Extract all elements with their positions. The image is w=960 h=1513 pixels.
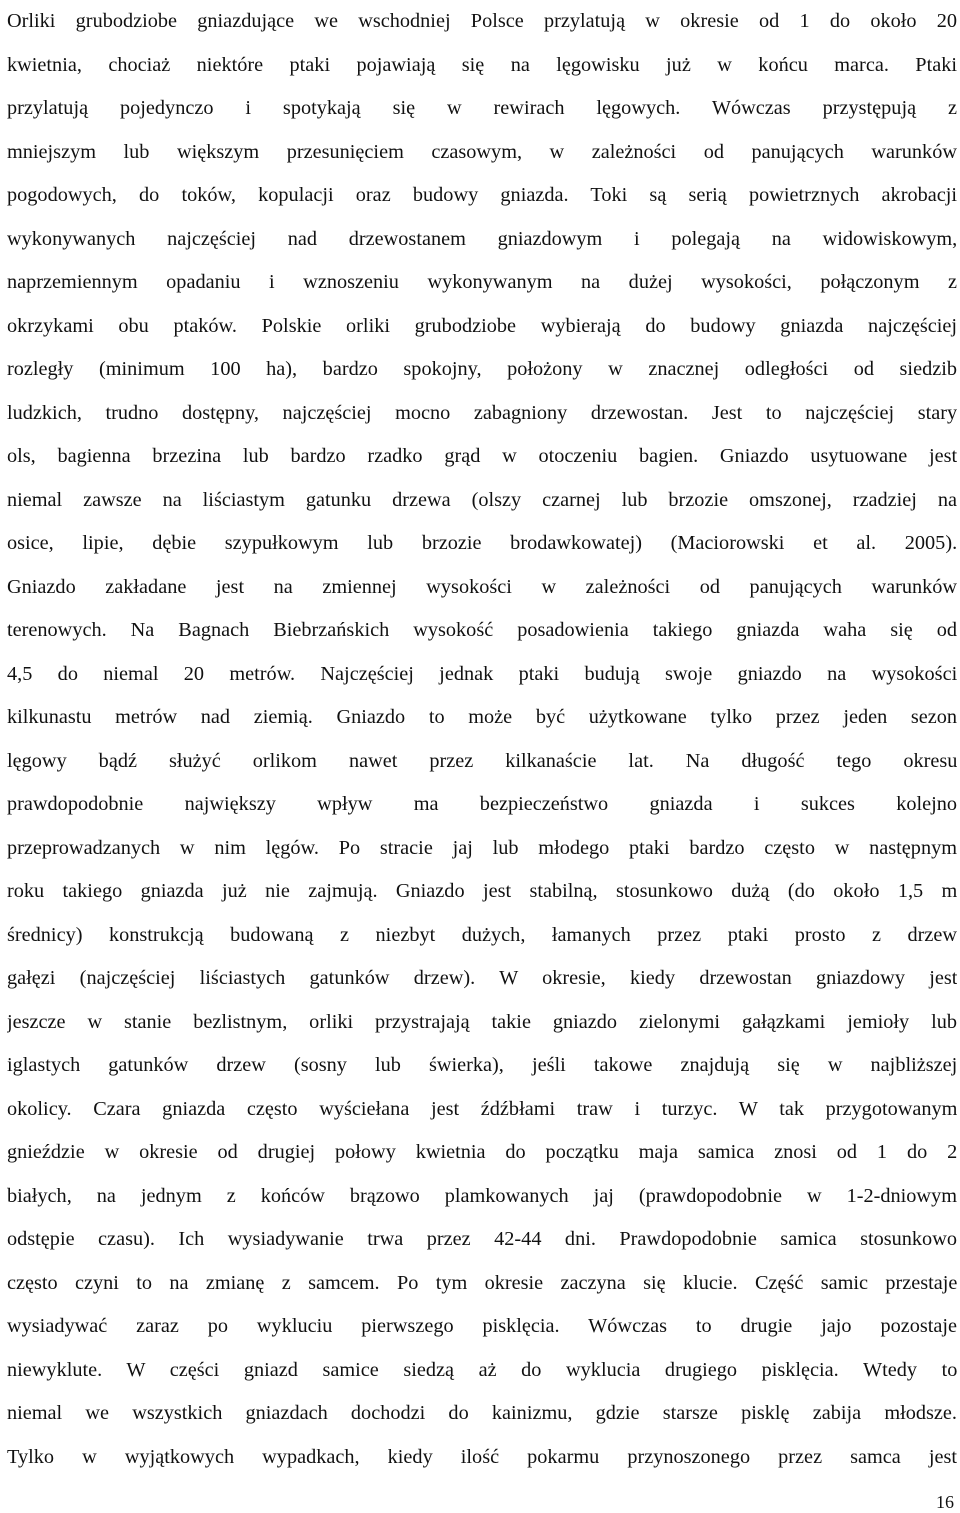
text-line: przylatują pojedynczo i spotykają się w rewirach lęgowych. Wówczas przystępują z [7,97,957,119]
text-line: wysiadywać zaraz po wykluciu pierwszego pisklęcia. Wówczas to drugie jajo pozostaje [7,1315,957,1337]
text-line: prawdopodobnie największy wpływ ma bezpieczeństwo gniazda i sukces kolejno [7,793,957,815]
body-paragraph [7,0,957,1479]
text-line: 4,5 do niemal 20 metrów. Najczęściej jednak ptaki budują swoje gniazdo na wysokości [7,662,957,685]
text-line: kilkunastu metrów nad ziemią. Gniazdo to może być użytkowane tylko przez jeden sezon [7,706,957,728]
text-line: naprzemiennym opadaniu i wznoszeniu wykonywanym na dużej wysokości, połączonym z [7,271,957,293]
text-line: roku takiego gniazda już nie zajmują. Gniazdo jest stabilną, stosunkowo dużą (do około 1,5 m [7,880,957,902]
text-line: osice, lipie, dębie szypułkowym lub brzozie brodawkowatej) (Maciorowski et al. 2005). [7,532,957,554]
text-line: rozległy (minimum 100 ha), bardzo spokojny, położony w znacznej odległości od siedzib [7,358,957,380]
text-line: często czyni to na zmianę z samcem. Po tym okresie zaczyna się klucie. Część samic przestaje [7,1271,957,1294]
text-line: gałęzi (najczęściej liściastych gatunków drzew). W okresie, kiedy drzewostan gniazdowy jest [7,967,957,989]
page-number: 16 [936,1492,954,1512]
text-line: jeszcze w stanie bezlistnym, orliki przystrajają takie gniazdo zielonymi gałązkami jemioły lub [7,1010,957,1033]
text-line: niemal zawsze na liściastym gatunku drzewa (olszy czarnej lub brzozie omszonej, rzadziej na [7,488,957,511]
text-line: średnicy) konstrukcją budowaną z niezbyt dużych, łamanych przez ptaki prosto z drzew [7,923,957,946]
text-line: iglastych gatunków drzew (sosny lub świerka), jeśli takowe znajdują się w najbliższej [7,1054,957,1076]
text-line: Gniazdo zakładane jest na zmiennej wysokości w zależności od panujących warunków [7,575,957,598]
text-line: niemal we wszystkich gniazdach dochodzi do kainizmu, gdzie starsze pisklę zabija młodsze. [7,1402,957,1424]
text-line: kwietnia, chociaż niektóre ptaki pojawiają się na lęgowisku już w końcu marca. Ptaki [7,53,957,76]
text-line: przeprowadzanych w nim lęgów. Po stracie jaj lub młodego ptaki bardzo często w następnym [7,836,957,859]
text-line: gnieździe w okresie od drugiej połowy kwietnia do początku maja samica znosi od 1 do 2 [7,1141,957,1163]
text-line: lęgowy bądź służyć orlikom nawet przez kilkanaście lat. Na długość tego okresu [7,749,957,772]
text-line: odstępie czasu). Ich wysiadywanie trwa przez 42-44 dni. Prawdopodobnie samica stosunkowo [7,1228,957,1250]
text-line: wykonywanych najczęściej nad drzewostanem gniazdowym i polegają na widowiskowym, [7,227,957,250]
text-line: okrzykami obu ptaków. Polskie orliki grubodziobe wybierają do budowy gniazda najczęściej [7,314,957,337]
text-line: mniejszym lub większym przesunięciem czasowym, w zależności od panujących warunków [7,140,957,163]
text-line: Orliki grubodziobe gniazdujące we wschodniej Polsce przylatują w okresie od 1 do około 20 [7,10,957,32]
text-line: ludzkich, trudno dostępny, najczęściej mocno zabagniony drzewostan. Jest to najczęściej stary [7,401,957,424]
text-line: niewyklute. W części gniazd samice siedzą aż do wyklucia drugiego pisklęcia. Wtedy to [7,1358,957,1381]
text-line: białych, na jednym z końców brązowo plamkowanych jaj (prawdopodobnie w 1-2-dniowym [7,1184,957,1207]
text-line: Tylko w wyjątkowych wypadkach, kiedy ilość pokarmu przynoszonego przez samca jest [7,1445,957,1468]
text-line: terenowych. Na Bagnach Biebrzańskich wysokość posadowienia takiego gniazda waha się od [7,619,957,641]
text-line: pogodowych, do toków, kopulacji oraz budowy gniazda. Toki są serią powietrznych akrobacji [7,184,957,206]
text-line: okolicy. Czara gniazda często wyściełana jest źdźbłami traw i turzyc. W tak przygotowanym [7,1097,957,1120]
text-line: ols, bagienna brzezina lub bardzo rzadko grąd w otoczeniu bagien. Gniazdo usytuowane jest [7,445,957,467]
